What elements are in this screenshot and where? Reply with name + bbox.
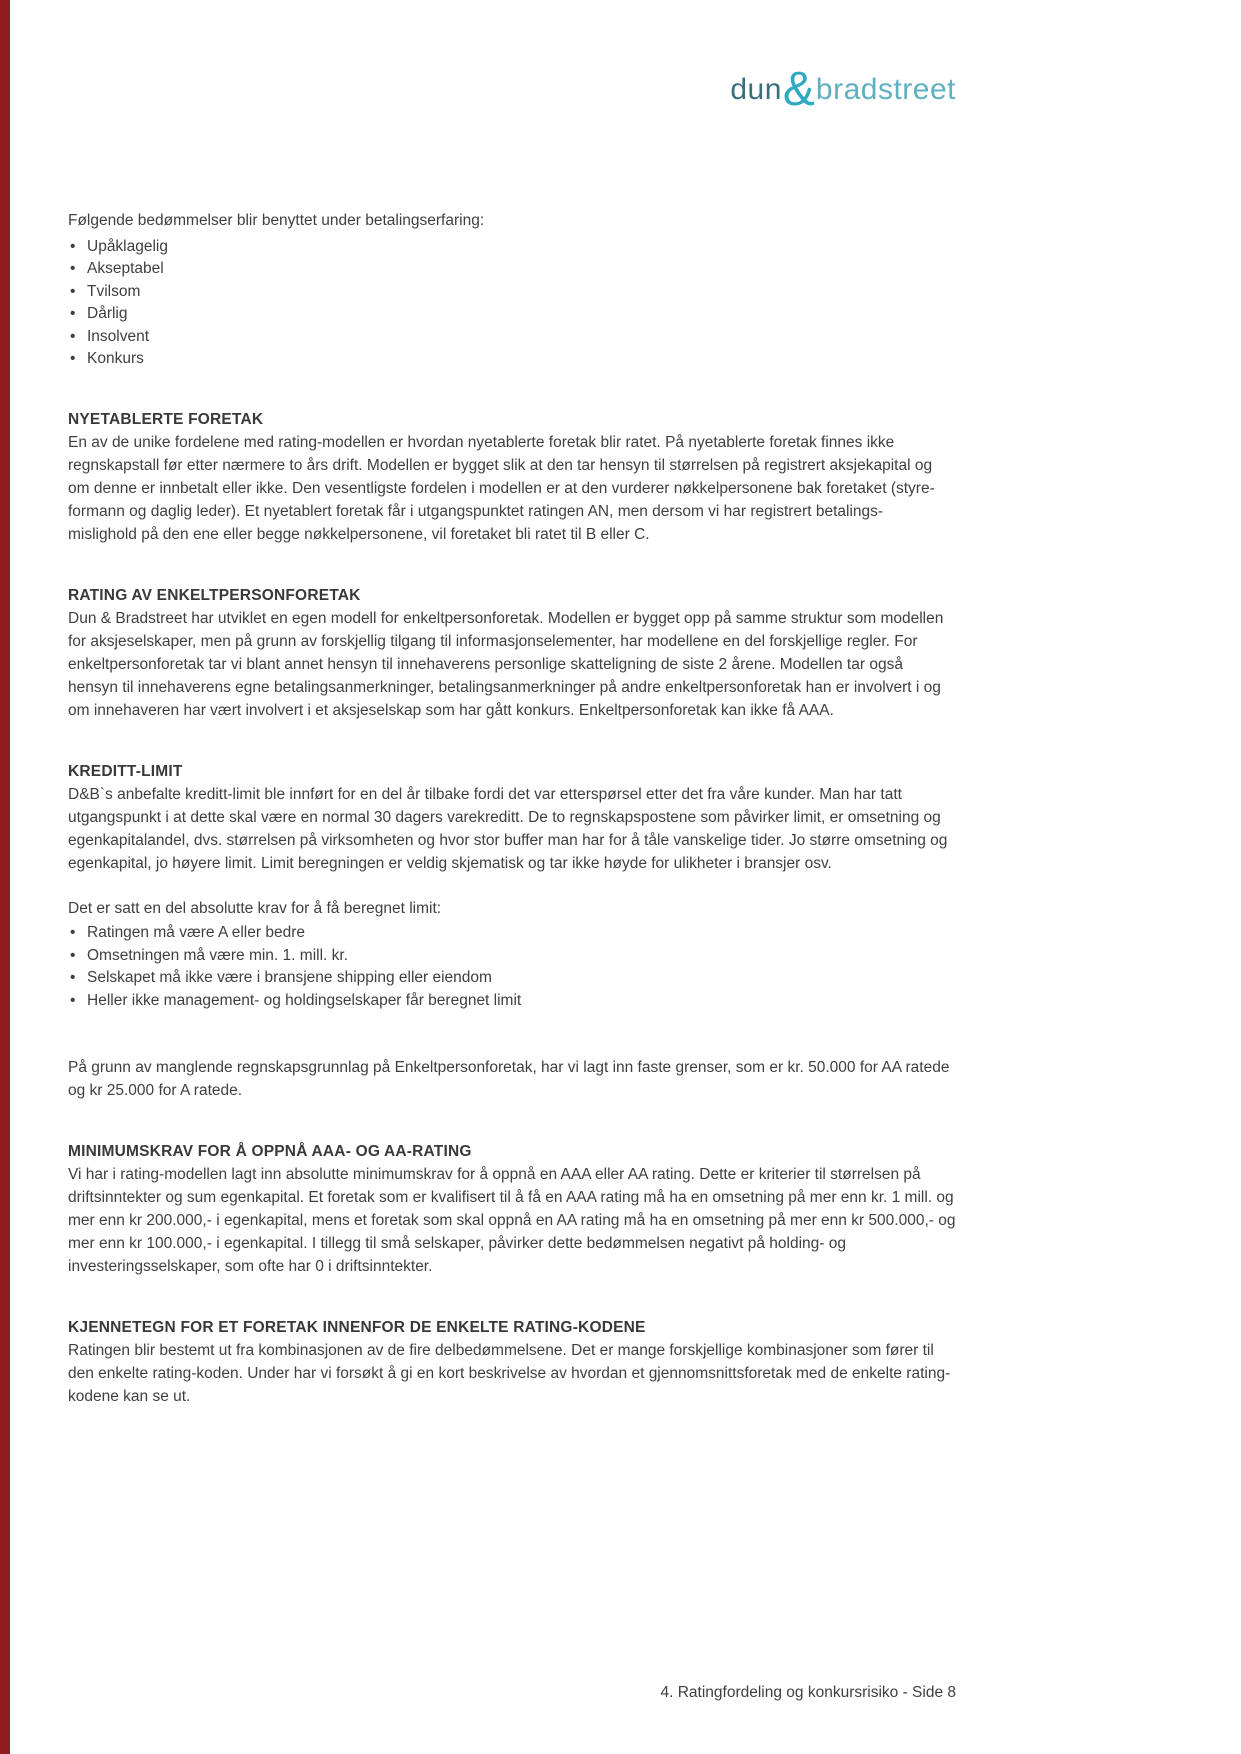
payment-experience-list xyxy=(68,236,956,370)
list-item: • Insolvent xyxy=(68,326,956,348)
list-item: • Konkurs xyxy=(68,348,956,370)
intro-lead: Følgende bedømmelser blir benyttet under betalingserfaring: xyxy=(68,212,485,229)
logo-ampersand-icon: & xyxy=(782,63,815,116)
list-item: • Selskapet må ikke være i bransjene shipping eller eiendom xyxy=(68,967,956,989)
page-footer: 4. Ratingfordeling og konkursrisiko - Side 8 xyxy=(660,1684,956,1701)
limit-krav-lead: Det er satt en del absolutte krav for å få beregnet limit: xyxy=(68,900,442,918)
limit-grenser-paragraph: På grunn av manglende regnskapsgrunnlag på Enkeltpersonforetak, har vi lagt inn faste grenser, som er kr. 50.000 for AA ratede og kr 25.000 for A ratede. xyxy=(68,1059,950,1100)
section-body-nyetablerte-foretak: En av de unike fordelene med rating-modellen er hvordan nyetablerte foretak blir ratet. På nyetablerte foretak finnes ikke regnskapstall før etter nærmere to års drift. Modellen er bygget slik at den tar hensyn til størrelsen på registrert aksjekapital og om denne er innbetalt eller ikke. Den vesentligste fordelen i modellen er at den vurderer nøkkelpersonene bak foretaket (styre- formann og daglig leder). Et nyetablert foretak får i utgangspunktet ratingen AN, men dersom vi har registrert betalings- mislighold på den ene eller begge nøkkelpersonene, vil foretaket bli ratet til B eller C. xyxy=(68,434,935,544)
list-item: • Heller ikke management- og holdingselskaper får beregnet limit xyxy=(68,990,956,1012)
list-item: • Akseptabel xyxy=(68,258,956,280)
list-item: • Dårlig xyxy=(68,303,956,325)
list-item: • Omsetningen må være min. 1. mill. kr. xyxy=(68,945,956,967)
section-body-minimumskrav: Vi har i rating-modellen lagt inn absolutte minimumskrav for å oppnå en AAA eller AA rating. Dette er kriterier til størrelsen på driftsinntekter og sum egenkapital. Et foretak som er kvalifisert til å få en AAA rating må ha en omsetning på mer enn kr. 1 mill. og mer enn kr 200.000,- i egenkapital, mens et foretak som skal oppnå en AA rating må ha en omsetning på mer enn kr 500.000,- og mer enn kr 100.000,- i egenkapital. I tillegg til små selskaper, påvirker dette bedømmelsen negativt på holding- og investeringsselskaper, som ofte har 0 i driftsinntekter. xyxy=(68,1166,956,1276)
section-heading-minimumskrav: MINIMUMSKRAV FOR Å OPPNÅ AAA- OG AA-RATING xyxy=(68,1143,472,1161)
section-body-kreditt-limit: D&B`s anbefalte kreditt-limit ble innført for en del år tilbake fordi det var etterspørsel etter det fra våre kunder. Man har tatt utgangspunkt i at dette skal være en normal 30 dagers varekreditt. De to regnskapspostene som påvirker limit, er omsetning og egenkapitalandel, dvs. størrelsen på virksomheten og hvor stor buffer man har for å tåle vanskelige tider. Jo større omsetning og egenkapital, jo høyere limit. Limit beregningen er veldig skjematisk og tar ikke høyde for ulikheter i bransjer osv. xyxy=(68,786,948,873)
logo-text-bradstreet: bradstreet xyxy=(815,73,956,106)
list-item: • Tvilsom xyxy=(68,281,956,303)
left-accent-stripe xyxy=(0,0,10,1754)
dun-bradstreet-logo xyxy=(68,63,956,116)
section-heading-rating-enkeltpersonforetak: RATING AV ENKELTPERSONFORETAK xyxy=(68,587,361,605)
limit-krav-list xyxy=(68,922,956,1012)
section-heading-nyetablerte-foretak: NYETABLERTE FORETAK xyxy=(68,411,264,429)
content-column xyxy=(68,0,956,1408)
logo-text-dun: dun xyxy=(730,73,782,106)
section-heading-kreditt-limit: KREDITT-LIMIT xyxy=(68,763,183,781)
section-heading-kjennetegn: KJENNETEGN FOR ET FORETAK INNENFOR DE ENKELTE RATING-KODENE xyxy=(68,1319,646,1337)
list-item: • Upåklagelig xyxy=(68,236,956,258)
section-body-rating-enkeltpersonforetak: Dun & Bradstreet har utviklet en egen modell for enkeltpersonforetak. Modellen er bygget opp på samme struktur som modellen for aksjeselskaper, men på grunn av forskjellig tilgang til informasjonselementer, har modellene en del forskjellige regler. For enkeltpersonforetak tar vi blant annet hensyn til innehaverens personlige skatteligning de siste 2 årene. Modellen tar også hensyn til innehaverens egne betalingsanmerkninger, betalingsanmerkninger på andre enkeltpersonforetak han er involvert i og om innehaveren har vært involvert i et aksjeselskap som har gått konkurs. Enkeltpersonforetak kan ikke få AAA. xyxy=(68,610,944,720)
section-body-kjennetegn: Ratingen blir bestemt ut fra kombinasjonen av de fire delbedømmelsene. Det er mange forskjellige kombinasjoner som fører til den enkelte rating-koden. Under har vi forsøkt å gi en kort beskrivelse av hvordan et gjennomsnittsforetak med de enkelte rating-kodene kan se ut. xyxy=(68,1342,951,1406)
list-item: • Ratingen må være A eller bedre xyxy=(68,922,956,944)
